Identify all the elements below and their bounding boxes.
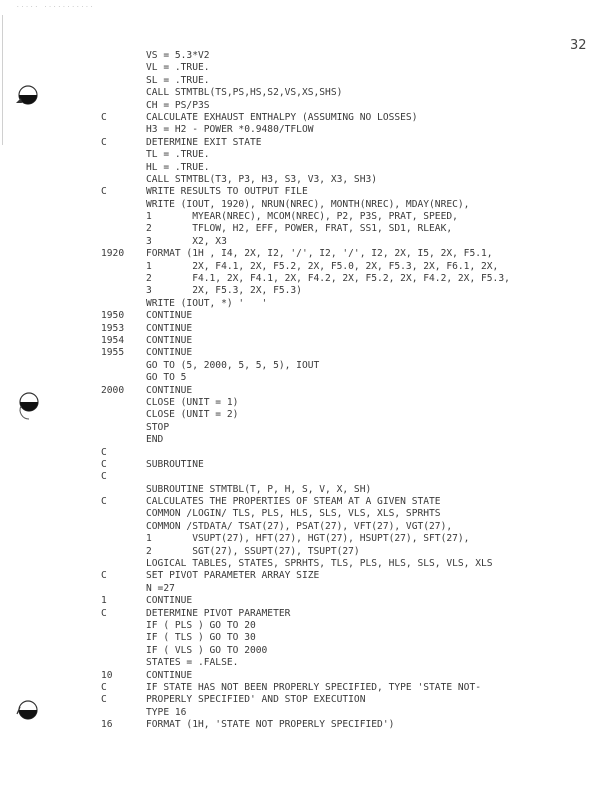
code-text: CLOSE (UNIT = 1) bbox=[146, 396, 239, 408]
code-line bbox=[0, 273, 615, 285]
code-line bbox=[0, 174, 615, 186]
statement-label: 1950 bbox=[101, 310, 125, 322]
statement-label: C bbox=[101, 458, 107, 470]
code-text: DETERMINE PIVOT PARAMETER bbox=[146, 607, 291, 619]
code-text: PROPERLY SPECIFIED' AND STOP EXECUTION bbox=[146, 694, 366, 706]
code-line bbox=[0, 137, 615, 149]
code-text: IF ( VLS ) GO TO 2000 bbox=[146, 644, 268, 656]
code-text: COMMON /STDATA/ TSAT(27), PSAT(27), VFT(27), VGT(27), bbox=[146, 520, 453, 532]
code-text: H3 = H2 - POWER *0.9480/TFLOW bbox=[146, 124, 314, 136]
code-text: CALL STMTBL(T3, P3, H3, S3, V3, X3, SH3) bbox=[146, 173, 378, 185]
code-text: WRITE (IOUT, *) ' ' bbox=[146, 297, 268, 309]
code-line bbox=[0, 632, 615, 644]
code-text: IF ( PLS ) GO TO 20 bbox=[146, 619, 256, 631]
code-line bbox=[0, 682, 615, 694]
code-text: CLOSE (UNIT = 2) bbox=[146, 409, 239, 421]
statement-label: C bbox=[101, 111, 107, 123]
code-text: GO TO (5, 2000, 5, 5, 5), IOUT bbox=[146, 359, 320, 371]
code-text: COMMON /LOGIN/ TLS, PLS, HLS, SLS, VLS, XLS, SPRHTS bbox=[146, 508, 441, 520]
code-line bbox=[0, 409, 615, 421]
code-text: 3 2X, F5.3, 2X, F5.3) bbox=[146, 285, 302, 297]
code-line bbox=[0, 335, 615, 347]
code-line bbox=[0, 236, 615, 248]
code-text: LOGICAL TABLES, STATES, SPRHTS, TLS, PLS, HLS, SLS, VLS, XLS bbox=[146, 558, 493, 570]
code-text: IF STATE HAS NOT BEEN PROPERLY SPECIFIED, TYPE 'STATE NOT- bbox=[146, 681, 482, 693]
code-line bbox=[0, 694, 615, 706]
code-line bbox=[0, 508, 615, 520]
code-text: 1 2X, F4.1, 2X, F5.2, 2X, F5.0, 2X, F5.3, 2X, F6.1, 2X, bbox=[146, 260, 499, 272]
statement-label: C bbox=[101, 570, 107, 582]
code-text: STATES = .FALSE. bbox=[146, 657, 239, 669]
code-text: GO TO 5 bbox=[146, 372, 187, 384]
code-line bbox=[0, 521, 615, 533]
code-text: SL = .TRUE. bbox=[146, 74, 210, 86]
code-line bbox=[0, 719, 615, 731]
code-text: CONTINUE bbox=[146, 384, 193, 396]
code-line bbox=[0, 323, 615, 335]
code-line bbox=[0, 558, 615, 570]
code-text: CONTINUE bbox=[146, 334, 193, 346]
code-line bbox=[0, 124, 615, 136]
code-line bbox=[0, 211, 615, 223]
code-line bbox=[0, 459, 615, 471]
code-text: HL = .TRUE. bbox=[146, 161, 210, 173]
code-line bbox=[0, 347, 615, 359]
code-line bbox=[0, 533, 615, 545]
code-line bbox=[0, 471, 615, 483]
code-line bbox=[0, 670, 615, 682]
code-text: SUBROUTINE bbox=[146, 458, 204, 470]
code-line bbox=[0, 397, 615, 409]
code-line bbox=[0, 261, 615, 273]
code-text: VL = .TRUE. bbox=[146, 62, 210, 74]
code-text: TL = .TRUE. bbox=[146, 149, 210, 161]
code-line bbox=[0, 570, 615, 582]
code-text: 2 F4.1, 2X, F4.1, 2X, F4.2, 2X, F5.2, 2X, F4.2, 2X, F5.3, bbox=[146, 273, 510, 285]
code-line bbox=[0, 186, 615, 198]
code-text: VS = 5.3*V2 bbox=[146, 50, 210, 61]
code-text: DETERMINE EXIT STATE bbox=[146, 136, 262, 148]
statement-label: 1920 bbox=[101, 248, 125, 260]
statement-label: 1954 bbox=[101, 334, 125, 346]
code-line bbox=[0, 149, 615, 161]
statement-label: C bbox=[101, 136, 107, 148]
code-text: 2 TFLOW, H2, EFF, POWER, FRAT, SS1, SD1, RLEAK, bbox=[146, 223, 453, 235]
code-line bbox=[0, 422, 615, 434]
code-line bbox=[0, 310, 615, 322]
code-text: 3 X2, X3 bbox=[146, 235, 227, 247]
code-text: WRITE (IOUT, 1920), NRUN(NREC), MONTH(NREC), MDAY(NREC), bbox=[146, 198, 470, 210]
code-text: END bbox=[146, 434, 164, 446]
code-line bbox=[0, 434, 615, 446]
code-text: CH = PS/P3S bbox=[146, 99, 210, 111]
statement-label: 1 bbox=[101, 595, 107, 607]
code-text: TYPE 16 bbox=[146, 706, 187, 718]
code-line bbox=[0, 100, 615, 112]
code-line bbox=[0, 595, 615, 607]
code-line bbox=[0, 657, 615, 669]
statement-label: 10 bbox=[101, 669, 113, 681]
statement-label: C bbox=[101, 446, 107, 458]
code-line bbox=[0, 199, 615, 211]
code-text: 1 MYEAR(NREC), MCOM(NREC), P2, P3S, PRAT, SPEED, bbox=[146, 211, 458, 223]
code-text: CALCULATE EXHAUST ENTHALPY (ASSUMING NO LOSSES) bbox=[146, 111, 418, 123]
code-line bbox=[0, 484, 615, 496]
statement-label: C bbox=[101, 186, 107, 198]
code-line bbox=[0, 285, 615, 297]
code-text: N =27 bbox=[146, 582, 175, 594]
code-listing bbox=[0, 50, 615, 731]
code-text: SET PIVOT PARAMETER ARRAY SIZE bbox=[146, 570, 320, 582]
code-text: SUBROUTINE STMTBL(T, P, H, S, V, X, SH) bbox=[146, 483, 372, 495]
code-text: CONTINUE bbox=[146, 595, 193, 607]
code-line bbox=[0, 447, 615, 459]
code-text: CONTINUE bbox=[146, 669, 193, 681]
statement-label: C bbox=[101, 471, 107, 483]
code-line bbox=[0, 223, 615, 235]
code-line bbox=[0, 496, 615, 508]
code-text: CONTINUE bbox=[146, 310, 193, 322]
code-text: 2 SGT(27), SSUPT(27), TSUPT(27) bbox=[146, 545, 360, 557]
code-text: 1 VSUPT(27), HFT(27), HGT(27), HSUPT(27), SFT(27), bbox=[146, 533, 470, 545]
code-line bbox=[0, 112, 615, 124]
statement-label: 2000 bbox=[101, 384, 125, 396]
code-line bbox=[0, 50, 615, 62]
code-text: FORMAT (1H , I4, 2X, I2, '/', I2, '/', I2, 2X, I5, 2X, F5.1, bbox=[146, 248, 493, 260]
statement-label: 1953 bbox=[101, 322, 125, 334]
code-line bbox=[0, 298, 615, 310]
header-marks: ..... ........... bbox=[16, 2, 95, 9]
code-line bbox=[0, 546, 615, 558]
code-line bbox=[0, 87, 615, 99]
code-line bbox=[0, 645, 615, 657]
code-line bbox=[0, 372, 615, 384]
code-line bbox=[0, 583, 615, 595]
code-text: IF ( TLS ) GO TO 30 bbox=[146, 632, 256, 644]
code-text: CALCULATES THE PROPERTIES OF STEAM AT A GIVEN STATE bbox=[146, 496, 441, 508]
statement-label: C bbox=[101, 681, 107, 693]
code-line bbox=[0, 62, 615, 74]
code-line bbox=[0, 248, 615, 260]
code-text: FORMAT (1H, 'STATE NOT PROPERLY SPECIFIED') bbox=[146, 719, 395, 731]
code-line bbox=[0, 385, 615, 397]
code-text: WRITE RESULTS TO OUTPUT FILE bbox=[146, 186, 308, 198]
page-number: 32 bbox=[570, 38, 587, 53]
code-text: CONTINUE bbox=[146, 347, 193, 359]
statement-label: C bbox=[101, 694, 107, 706]
statement-label: 16 bbox=[101, 719, 113, 731]
code-line bbox=[0, 707, 615, 719]
statement-label: C bbox=[101, 496, 107, 508]
code-line bbox=[0, 360, 615, 372]
code-text: CONTINUE bbox=[146, 322, 193, 334]
code-line bbox=[0, 620, 615, 632]
code-line bbox=[0, 608, 615, 620]
statement-label: C bbox=[101, 607, 107, 619]
code-line bbox=[0, 162, 615, 174]
code-line bbox=[0, 75, 615, 87]
statement-label: 1955 bbox=[101, 347, 125, 359]
code-text: STOP bbox=[146, 421, 170, 433]
code-text: CALL STMTBL(TS,PS,HS,S2,VS,XS,SHS) bbox=[146, 87, 343, 99]
